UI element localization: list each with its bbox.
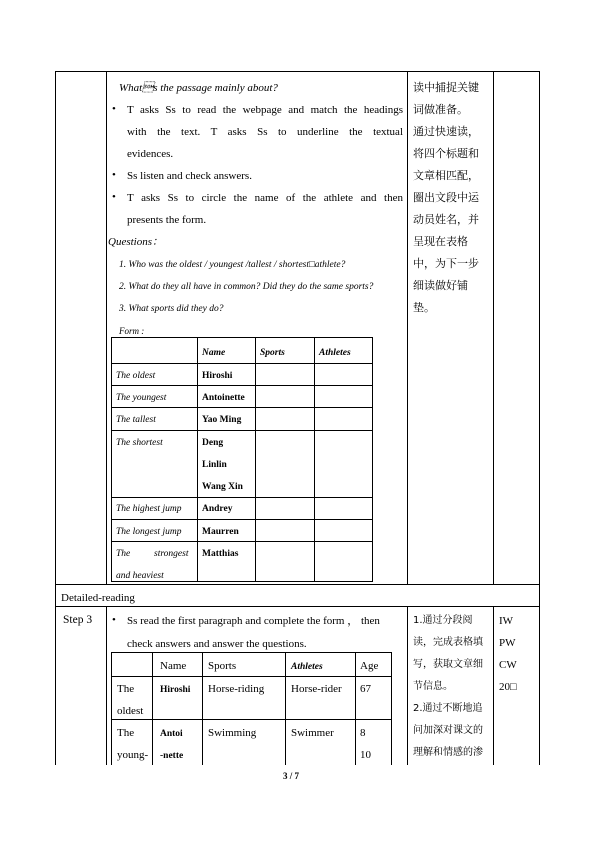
- form-row-line: [111, 407, 373, 408]
- purpose-line: 通过快速读，: [413, 125, 479, 138]
- step3-table-row: [111, 719, 392, 720]
- mode-label: 20□: [499, 681, 517, 693]
- step3-bullet-line-2: check answers and answer the questions.: [127, 638, 307, 650]
- question-heading: Whats the passage mainly about?: [119, 82, 278, 94]
- form-label: Form :: [119, 326, 145, 336]
- step3-table-col: [202, 652, 203, 765]
- purpose-line: 呈现在表格: [413, 235, 468, 248]
- form-row-label: strongest: [154, 549, 189, 559]
- bullet-3-line-2: presents the form.: [127, 214, 207, 226]
- outer-border-top: [55, 71, 540, 72]
- question-1: 1. Who was the oldest / youngest /tallest / shortest□athlete?: [119, 260, 346, 270]
- step3-row-age: 10: [360, 749, 371, 761]
- step3-row-label: The: [117, 727, 135, 739]
- form-row-name: Andrey: [202, 504, 233, 514]
- step3-row-label: young-: [117, 749, 149, 761]
- step3-row-name: Antoi: [160, 729, 183, 739]
- step3-purpose-line: 节信息。: [413, 681, 453, 692]
- bullet-1-line-2: with the text. T asks Ss to underline the textual: [127, 126, 403, 138]
- purpose-line: 文章相匹配，: [413, 169, 479, 182]
- questions-label: Questions：: [108, 236, 163, 248]
- outer-border-right: [539, 71, 540, 765]
- form-row-name: Deng: [202, 438, 224, 448]
- step3-row-label: oldest: [117, 705, 144, 717]
- form-header-athletes: Athletes: [319, 348, 351, 358]
- outer-border-left: [55, 71, 56, 765]
- purpose-line: 读中捕捉关键: [413, 81, 479, 94]
- row-divider-1: [55, 584, 540, 585]
- col-divider-3b: [493, 606, 494, 765]
- form-row-label: The tallest: [116, 415, 156, 425]
- mode-label: CW: [499, 659, 517, 671]
- step3-row-athlete: Swimmer: [291, 727, 334, 739]
- form-border-right: [372, 337, 373, 582]
- step3-purpose-line: 写，获取文章细: [413, 659, 483, 670]
- step3-row-athlete: Horse-rider: [291, 683, 342, 695]
- question-2: 2. What do they all have in common? Did they do the same sports?: [119, 282, 374, 292]
- form-row-line: [111, 385, 373, 386]
- form-row-label: The oldest: [116, 371, 156, 381]
- purpose-line: 细读做好铺: [413, 279, 468, 292]
- form-col-1: [197, 337, 198, 582]
- form-row-name: Yao Ming: [202, 415, 242, 425]
- step3-table-row: [111, 676, 392, 677]
- step3-row-age: 67: [360, 683, 371, 695]
- step3-header-age: Age: [360, 660, 379, 672]
- form-col-2: [255, 337, 256, 582]
- form-row-name: Hiroshi: [202, 371, 233, 381]
- step3-header-athletes: Athletes: [291, 662, 323, 672]
- step3-table-col: [355, 652, 356, 765]
- form-row-name: Antoinette: [202, 393, 245, 403]
- step3-bullet-line-1: Ss read the first paragraph and complete the form ， then: [127, 615, 380, 627]
- section-title: Detailed-reading: [61, 592, 135, 604]
- bullet-2-line-1: Ss listen and check answers.: [127, 170, 252, 182]
- form-col-3: [314, 337, 315, 582]
- col-divider-1b: [106, 606, 107, 765]
- form-row-name: Wang Xin: [202, 482, 243, 492]
- step3-header-sports: Sports: [208, 660, 237, 672]
- step-label: Step 3: [63, 614, 93, 626]
- form-row-label: The longest jump: [116, 527, 182, 537]
- form-border-left: [111, 337, 112, 582]
- purpose-line: 词做准备。: [413, 103, 468, 116]
- col-divider-3: [493, 71, 494, 584]
- step3-table-top: [111, 652, 392, 653]
- step3-purpose-line: 1.通过分段阅: [413, 615, 473, 626]
- step3-header-name: Name: [160, 660, 187, 672]
- question-3: 3. What sports did they do?: [119, 304, 224, 314]
- col-divider-1: [106, 71, 107, 584]
- form-row-line: [111, 363, 373, 364]
- bullet-marker: •: [112, 614, 116, 626]
- step3-row-name: Hiroshi: [160, 685, 191, 695]
- form-row-label: and heaviest: [116, 571, 164, 581]
- step3-row-sport: Swimming: [208, 727, 257, 739]
- form-row-line: [111, 430, 373, 431]
- form-header-name: Name: [202, 348, 226, 358]
- purpose-line: 动员姓名，并: [413, 213, 479, 226]
- bullet-marker: •: [112, 169, 116, 181]
- form-row-line: [111, 519, 373, 520]
- bullet-marker: •: [112, 191, 116, 203]
- form-row-name: Matthias: [202, 549, 239, 559]
- mode-label: PW: [499, 637, 516, 649]
- form-row-label: The youngest: [116, 393, 167, 403]
- step3-row-sport: Horse-riding: [208, 683, 265, 695]
- page-number: 3 / 7: [283, 771, 300, 781]
- form-row-label: The: [116, 549, 131, 559]
- step3-row-age: 8: [360, 727, 366, 739]
- step3-purpose-line: 理解和情感的渗: [413, 747, 483, 758]
- row-divider-2: [55, 606, 540, 607]
- form-row-name: Maurren: [202, 527, 239, 537]
- step3-row-label: The: [117, 683, 135, 695]
- step3-row-name: -nette: [160, 751, 184, 761]
- mode-label: IW: [499, 615, 514, 627]
- bullet-3-line-1: T asks Ss to circle the name of the athlete and then: [127, 192, 403, 204]
- form-row-line: [111, 497, 373, 498]
- step3-table-left: [111, 652, 112, 765]
- bullet-1-line-1: T asks Ss to read the webpage and match the headings: [127, 104, 403, 116]
- col-divider-2b: [407, 606, 408, 765]
- step3-purpose-line: 2.通过不断地追: [413, 703, 483, 714]
- bullet-marker: •: [112, 103, 116, 115]
- step3-purpose-line: 读，完成表格填: [413, 637, 483, 648]
- purpose-line: 将四个标题和: [413, 147, 479, 160]
- step3-purpose-line: 问加深对课文的: [413, 725, 483, 736]
- purpose-line: 垫。: [413, 301, 435, 314]
- step3-table-col: [152, 652, 153, 765]
- form-header-sports: Sports: [260, 348, 285, 358]
- form-row-label: The highest jump: [116, 504, 182, 514]
- form-row-line: [111, 541, 373, 542]
- bullet-1-line-3: evidences.: [127, 148, 174, 160]
- step3-table-col: [285, 652, 286, 765]
- form-row-name: Linlin: [202, 460, 227, 470]
- form-row-label: The shortest: [116, 438, 163, 448]
- purpose-line: 圈出文段中运: [413, 191, 479, 204]
- purpose-line: 中，为下一步: [413, 257, 479, 270]
- step3-table-right: [391, 652, 392, 765]
- col-divider-2: [407, 71, 408, 584]
- form-border-top: [111, 337, 373, 338]
